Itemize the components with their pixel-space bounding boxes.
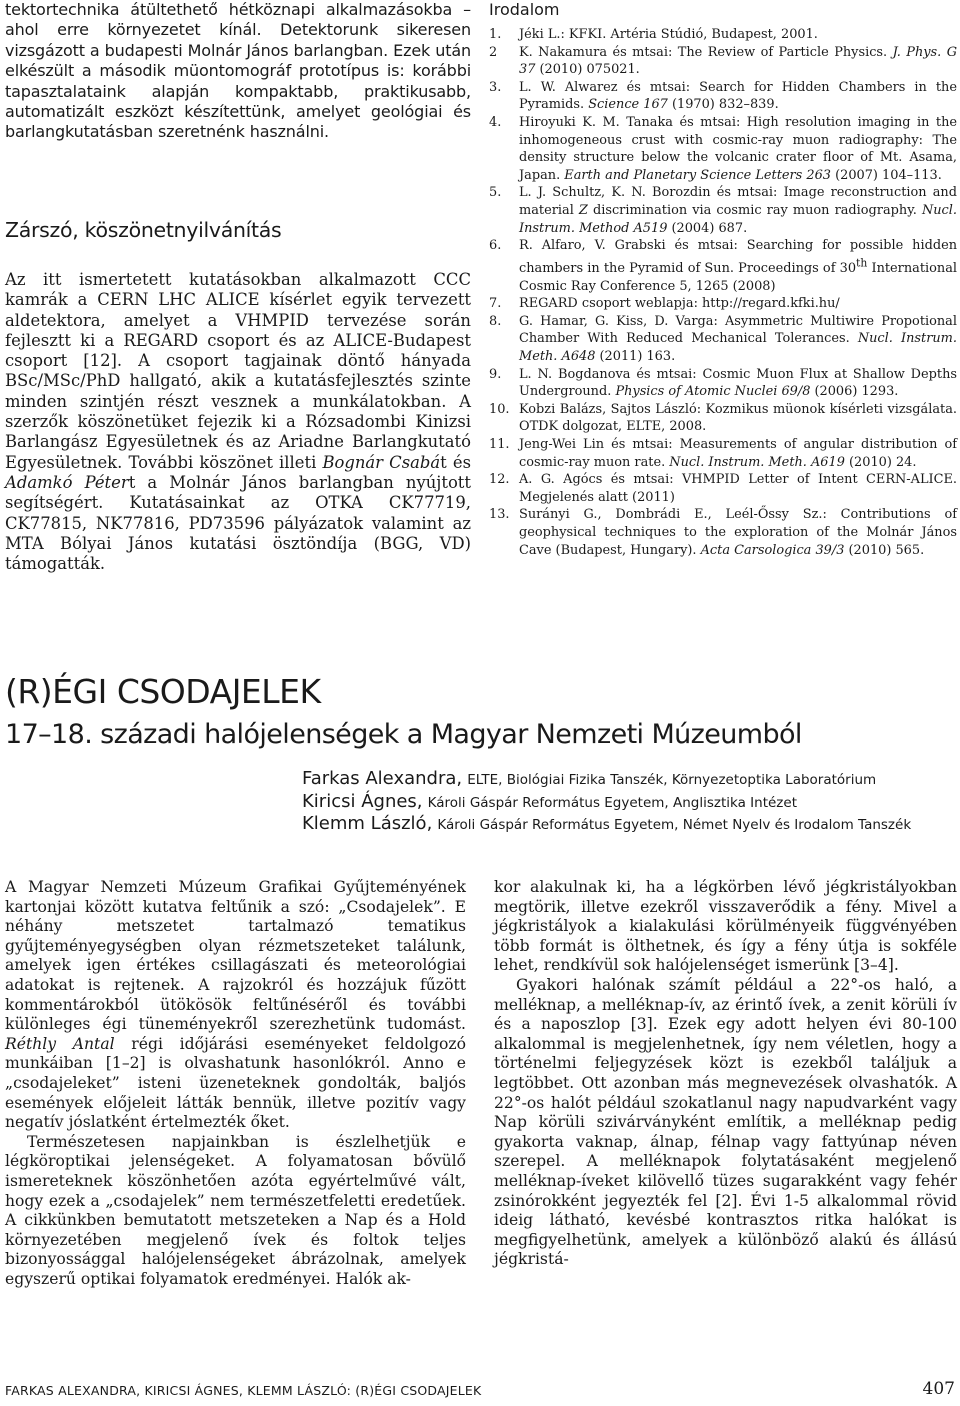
- body-paragraph: kor alakulnak ki, ha a légkörben lévő jégkristályokban megtörik, illetve ezekről visszaverődik a fény. Mivel a jégkristályok a kialakulási körülményeik függvényében több formát is ölthetnek, és így a fény útja is sokféle lehet, rendkívül sok halójelenséget ismerünk [3–4].: [494, 878, 957, 975]
- reference-item: [489, 313, 957, 366]
- body-paragraph: Természetesen napjainkban is észlelhetjük e légköroptikai jelenségeket. A folyamatosan bővülő ismereteknek köszönhetően azóta egyértelművé vált, hogy ezek a „csodajelek” nem természetfeletti eredetűek. A cikkünkben bemutatott metszeteken a Nap és a Hold környezetében megjelenő ívek és foltok teljes bizonyossággal halójelenségeket ábrázolnak, amelyek egyszerű optikai folyamatok eredményei. Halók ak-: [5, 1132, 466, 1288]
- reference-number: 5.: [489, 185, 502, 201]
- author-line: [302, 791, 797, 812]
- author-affiliation: Károli Gáspár Református Egyetem, Anglisztika Intézet: [427, 795, 797, 811]
- reference-item: [489, 471, 957, 506]
- reference-text: REGARD csoport weblapja: http://regard.kfki.hu/: [519, 296, 840, 312]
- reference-item: [489, 237, 957, 295]
- reference-number: 6.: [489, 238, 502, 254]
- reference-text: Surányi G., Dombrádi E., Leél-Őssy Sz.: Contributions of geophysical techniques to the exploration of the Molnár János Cave (Budapest, Hungary). Acta Carsologica 39/3 (2010) 565.: [519, 507, 957, 558]
- reference-number: 8.: [489, 313, 502, 329]
- reference-item: [489, 44, 957, 79]
- references-section: [489, 0, 957, 559]
- reference-item: [489, 366, 957, 401]
- author-line: [302, 813, 911, 834]
- reference-number: 12.: [489, 472, 510, 488]
- reference-number: 10.: [489, 401, 510, 417]
- acknowledgements-paragraph: Az itt ismertetett kutatásokban alkalmazott CCC kamrák a CERN LHC ALICE kísérlet egyik tervezett aldetektora, amelyet a VHMPID tervezése során fejlesztt ki a REGARD csoport és az ALICE-Budapest csoport [12]. A csoport tagjainak döntő hányada BSc/MSc/PhD hallgató, akik a kutatásfejlesztés szinte minden szintjén részt vesznek a munkálatokban. A szerzők köszönetüket fejezik ki a Rózsadombi Kinizsi Barlangász Egyesületnek és az Ariadne Barlangkutató Egyesületnek. További köszönet illeti Bognár Csabát és Adamkó Pétert a Molnár János barlangban nyújtott segítségért. Kutatásainkat az OTKA CK77719, CK77815, NK77816, PD73596 pályázatok valamint az MTA Bólyai János kutatási ösztöndíja (BGG, VD) támogatták.: [5, 270, 471, 574]
- previous-article-column: [5, 0, 471, 143]
- reference-item: [489, 114, 957, 184]
- article-title: (R)ÉGI CSODAJELEK: [5, 672, 321, 711]
- reference-text: G. Hamar, G. Kiss, D. Varga: Asymmetric Multiwire Propotional Chamber With Reduced Mechanical Tolerances. Nucl. Instrum. Meth. A648 (2011) 163.: [519, 313, 957, 364]
- reference-item: [489, 436, 957, 471]
- reference-text: A. G. Agócs és mtsai: VHMPID Letter of Intent CERN-ALICE. Megjelenés alatt (2011): [519, 472, 957, 505]
- reference-number: 13.: [489, 507, 510, 523]
- author-affiliation: ELTE, Biológiai Fizika Tanszék, Környezetoptika Laboratórium: [467, 772, 877, 788]
- references-list: [489, 26, 957, 559]
- reference-item: [489, 184, 957, 237]
- author-line: [302, 768, 876, 789]
- reference-number: 4.: [489, 114, 502, 130]
- running-footer: FARKAS ALEXANDRA, KIRICSI ÁGNES, KLEMM LÁSZLÓ: (R)ÉGI CSODAJELEK: [5, 1383, 482, 1398]
- article-subtitle: 17–18. századi halójelenségek a Magyar Nemzeti Múzeumból: [5, 719, 802, 750]
- body-paragraph: A Magyar Nemzeti Múzeum Grafikai Gyűjteményének kartonjai között kutatva feltűnik a szó: „Csodajelek”. E néhány metszetet tartalmazó tematikus gyűjteményegységben olyan rézmetszeteket találunk, amelyek igen értékes csillagászati és meteorológiai adatokat is rejtenek. A rajzokról és hozzájuk fűzött kommentárokból ütökösök feltűnéséről és további különleges égi tüneményekről szerezhetünk tudomást. Réthly Antal régi időjárási eseményeket feldolgozó munkáiban [1–2] is olvashatunk hasonlókról. Anno e „csodajeleket” isteni üzeneteknek gondolták, baljós események előjeleit látták bennük, illetve pozitív vagy negatív jóslatként értelmezték őket.: [5, 878, 466, 1132]
- acknowledgements-column: [5, 270, 471, 574]
- acknowledgements-heading: Zárszó, köszönetnyilvánítás: [5, 218, 282, 242]
- reference-text: Jeng-Wei Lin és mtsai: Measurements of angular distribution of cosmic-ray muon rate. Nucl. Instrum. Meth. A619 (2010) 24.: [519, 436, 957, 470]
- reference-number: 1.: [489, 27, 502, 42]
- body-paragraph: Gyakori halónak számít például a 22°-os haló, a melléknap, a melléknap-ív, az érintő ívek, a zenit körüli ív és a naposzlop [3]. Ezek egy adott helyen évi 80-100 alkalommal is megjelenhetnek, így nem véletlen, hogy a történelmi feljegyzések közt is ezekből találjuk a legtöbbet. Ott azonban más megnevezések olvashatók. A 22°-os halót például szokatlanul nagy napudvarként vagy Nap körüli szivárványként említik, a melléknap pedig gyakorta vaknap, álnap, félnap vagy fattyúnap néven szerepel. A melléknapok folytatásaként megjelenő melléknap-íveket kilövellő tüzes sugarakként vagy fehér zsinórokként jegyezték fel [2]. Évi 1-5 alkalommal rövid ideig látható, kevésbé kontrasztos ritka halókat is megfigyelhetünk, amelyek a különböző alakú és állású jégkristá-: [494, 975, 957, 1269]
- reference-number: 9.: [489, 366, 502, 382]
- reference-item: [489, 26, 957, 44]
- reference-item: [489, 79, 957, 114]
- reference-text: L. J. Schultz, K. N. Borozdin és mtsai: Image reconstruction and material Z discrimination via cosmic ray muon radiography. Nucl. Instrum. Method A519 (2004) 687.: [519, 185, 957, 236]
- reference-text: L. W. Alwarez és mtsai: Search for Hidden Chambers in the Pyramids. Science 167 (1970) 832–839.: [519, 79, 957, 113]
- article-body-right-column: [494, 878, 957, 1270]
- author-name: Kiricsi Ágnes,: [302, 791, 423, 812]
- reference-text: Hiroyuki K. M. Tanaka és mtsai: High resolution imaging in the inhomogeneous crust with cosmic-ray muon radiography: The density structure below the volcanic crater floor of Mt. Asama, Japan. Earth and Planetary Science Letters 263 (2007) 104–113.: [519, 114, 957, 183]
- reference-item: [489, 506, 957, 559]
- reference-text: Jéki L.: KFKI. Artéria Stúdió, Budapest, 2001.: [519, 27, 818, 42]
- reference-text: K. Nakamura és mtsai: The Review of Particle Physics. J. Phys. G 37 (2010) 075021.: [519, 44, 957, 78]
- reference-number: 3.: [489, 79, 502, 95]
- reference-item: [489, 401, 957, 436]
- references-title: Irodalom: [489, 0, 560, 19]
- reference-text: L. N. Bogdanova és mtsai: Cosmic Muon Flux at Shallow Depths Underground. Physics of Atomic Nuclei 69/8 (2006) 1293.: [519, 366, 957, 400]
- reference-text: Kobzi Balázs, Sajtos László: Kozmikus müonok kísérleti vizsgálata. OTDK dolgozat, ELTE, 2008.: [519, 401, 957, 435]
- reference-number: 7.: [489, 296, 502, 312]
- reference-number: 11.: [489, 436, 510, 452]
- reference-text: R. Alfaro, V. Grabski és mtsai: Searching for possible hidden chambers in the Pyramid of Sun. Proceedings of 30th International Cosmic Ray Conference 5, 1265 (2008): [519, 238, 957, 294]
- previous-article-closing-paragraph: tektortechnika átültethető hétköznapi alkalmazásokba – ahol erre környezetet kínál. Detektorunk sikeresen vizsgázott a budapesti Molnár János barlangban. Ezek után elkészült a második müontomográf prototípus is: korábbi tapasztalataink alapján kompaktabb, praktikusabb, automatizált eszközt készítettünk, amelyet geológiai és barlangkutatásban szeretnénk használni.: [5, 0, 471, 142]
- author-name: Klemm László,: [302, 813, 433, 834]
- author-name: Farkas Alexandra,: [302, 768, 463, 789]
- article-body-left-column: [5, 878, 466, 1289]
- reference-item: [489, 295, 957, 313]
- author-affiliation: Károli Gáspár Református Egyetem, Német Nyelv és Irodalom Tanszék: [437, 817, 912, 833]
- page-number: 407: [922, 1379, 955, 1399]
- reference-number: 2: [489, 44, 498, 60]
